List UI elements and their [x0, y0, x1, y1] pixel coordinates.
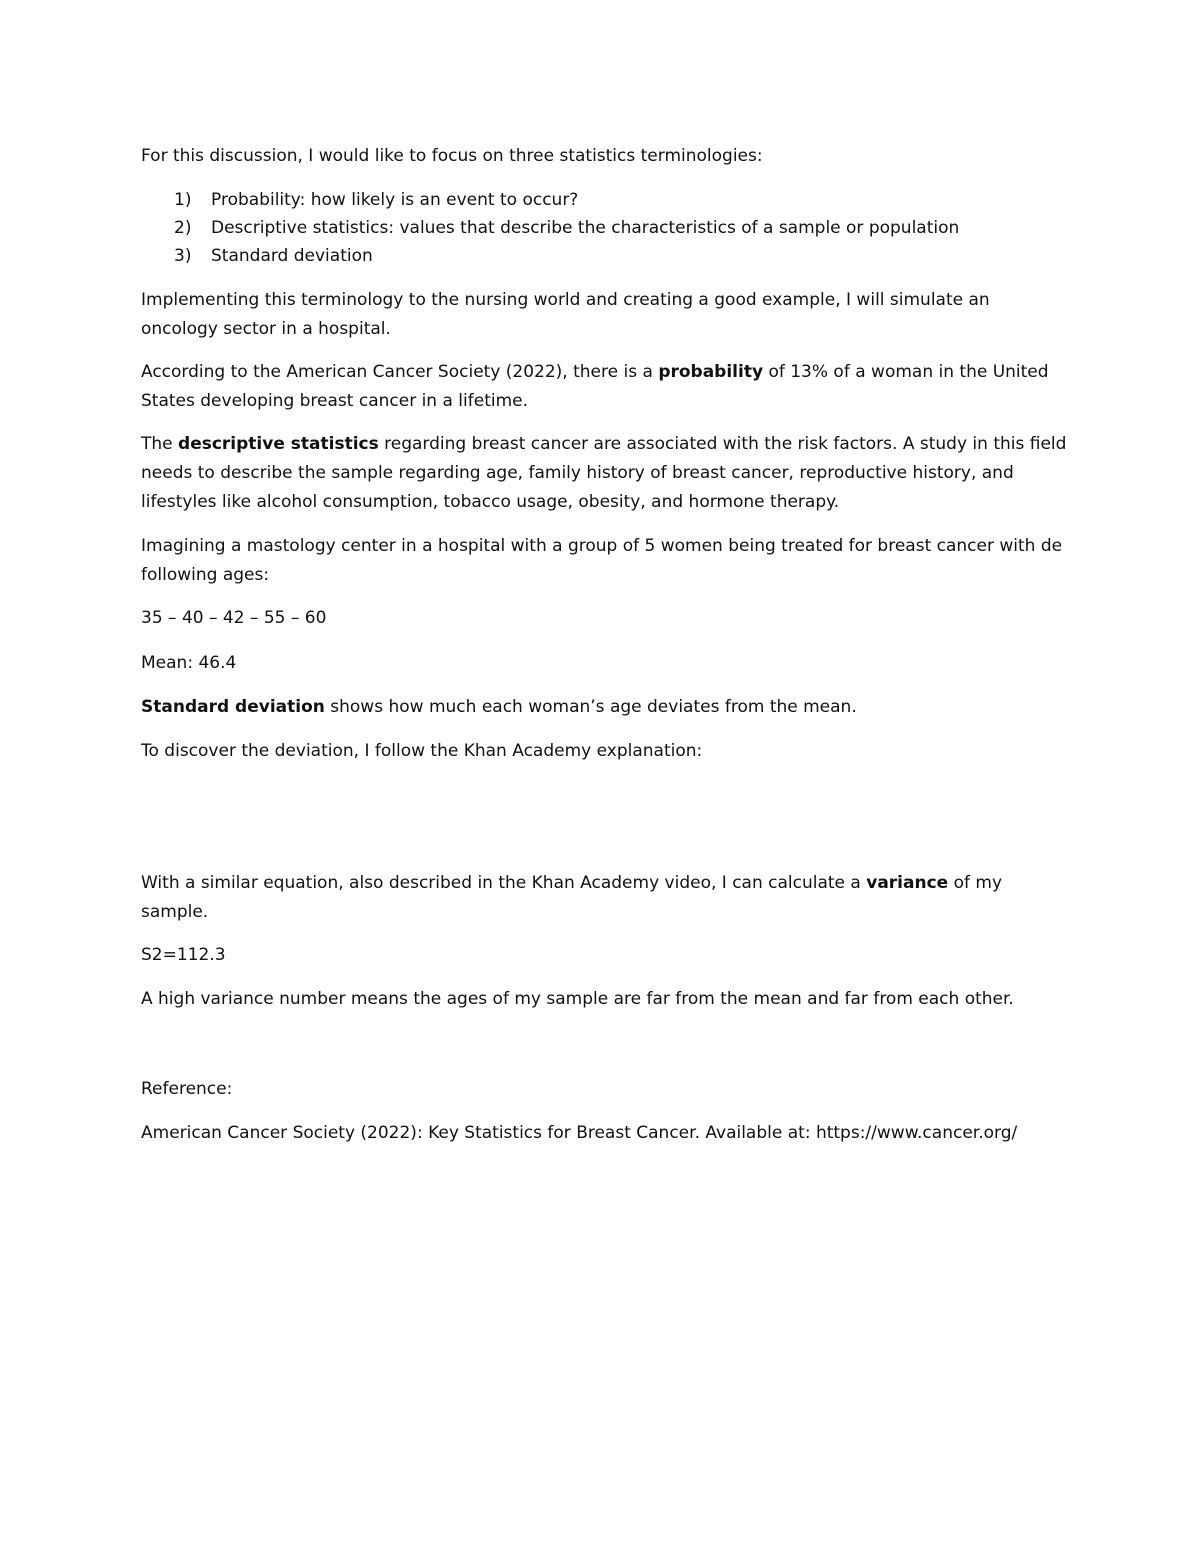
variance-term: variance — [866, 873, 949, 893]
std-term: Standard deviation — [141, 697, 325, 717]
descriptive-text-after: regarding breast cancer are associated with the risk factors. A study in this field needs to describe the sample regarding age, family history of breast cancer, reproductive history, and lifestyles like alcohol consumption, tobacco usage, obesity, and hormone therapy. — [141, 434, 1067, 512]
list-item — [141, 242, 1071, 270]
terminology-list — [141, 186, 1071, 270]
descriptive-term: descriptive statistics — [178, 434, 379, 454]
intro-paragraph: For this discussion, I would like to focus on three statistics terminologies: — [141, 146, 763, 166]
descriptive-text-before: The — [141, 434, 179, 454]
implementing-paragraph: Implementing this terminology to the nursing world and creating a good example, I will simulate an oncology sector in a hospital. — [141, 290, 990, 339]
variance-paragraph — [141, 869, 1071, 927]
list-item-text: Standard deviation — [211, 246, 373, 266]
descriptive-paragraph — [141, 430, 1071, 517]
variance-value: S2=112.3 — [141, 945, 226, 965]
list-item — [141, 186, 1071, 214]
variance-text-after: of my sample. — [141, 873, 1003, 922]
list-item-text: Descriptive statistics: values that describe the characteristics of a sample or population — [211, 218, 960, 238]
probability-text-before: According to the American Cancer Society (2022), there is a — [141, 362, 659, 382]
mean-line: Mean: 46.4 — [141, 653, 237, 673]
ages-line: 35 – 40 – 42 – 55 – 60 — [141, 608, 327, 628]
list-item-text: Probability: how likely is an event to occur? — [211, 190, 579, 210]
imagining-paragraph: Imagining a mastology center in a hospital with a group of 5 women being treated for breast cancer with de following ages: — [141, 536, 1063, 585]
list-item-number: 1) — [174, 190, 192, 210]
probability-text-after: of 13% of a woman in the United States developing breast cancer in a lifetime. — [141, 362, 1049, 411]
discover-paragraph: To discover the deviation, I follow the Khan Academy explanation: — [141, 741, 703, 761]
list-item-number: 3) — [174, 246, 192, 266]
reference-text: American Cancer Society (2022): Key Statistics for Breast Cancer. Available at: https://www.cancer.org/ — [141, 1123, 1018, 1143]
list-item — [141, 214, 1071, 242]
reference-heading: Reference: — [141, 1079, 233, 1099]
variance-text-before: With a similar equation, also described in the Khan Academy video, I can calculate a — [141, 873, 867, 893]
probability-term: probability — [658, 362, 764, 382]
std-text-after: shows how much each woman’s age deviates from the mean. — [324, 697, 857, 717]
high-variance-paragraph: A high variance number means the ages of my sample are far from the mean and far from each other. — [141, 989, 1014, 1009]
list-item-number: 2) — [174, 218, 192, 238]
probability-paragraph — [141, 358, 1071, 416]
std-paragraph — [141, 693, 1071, 722]
